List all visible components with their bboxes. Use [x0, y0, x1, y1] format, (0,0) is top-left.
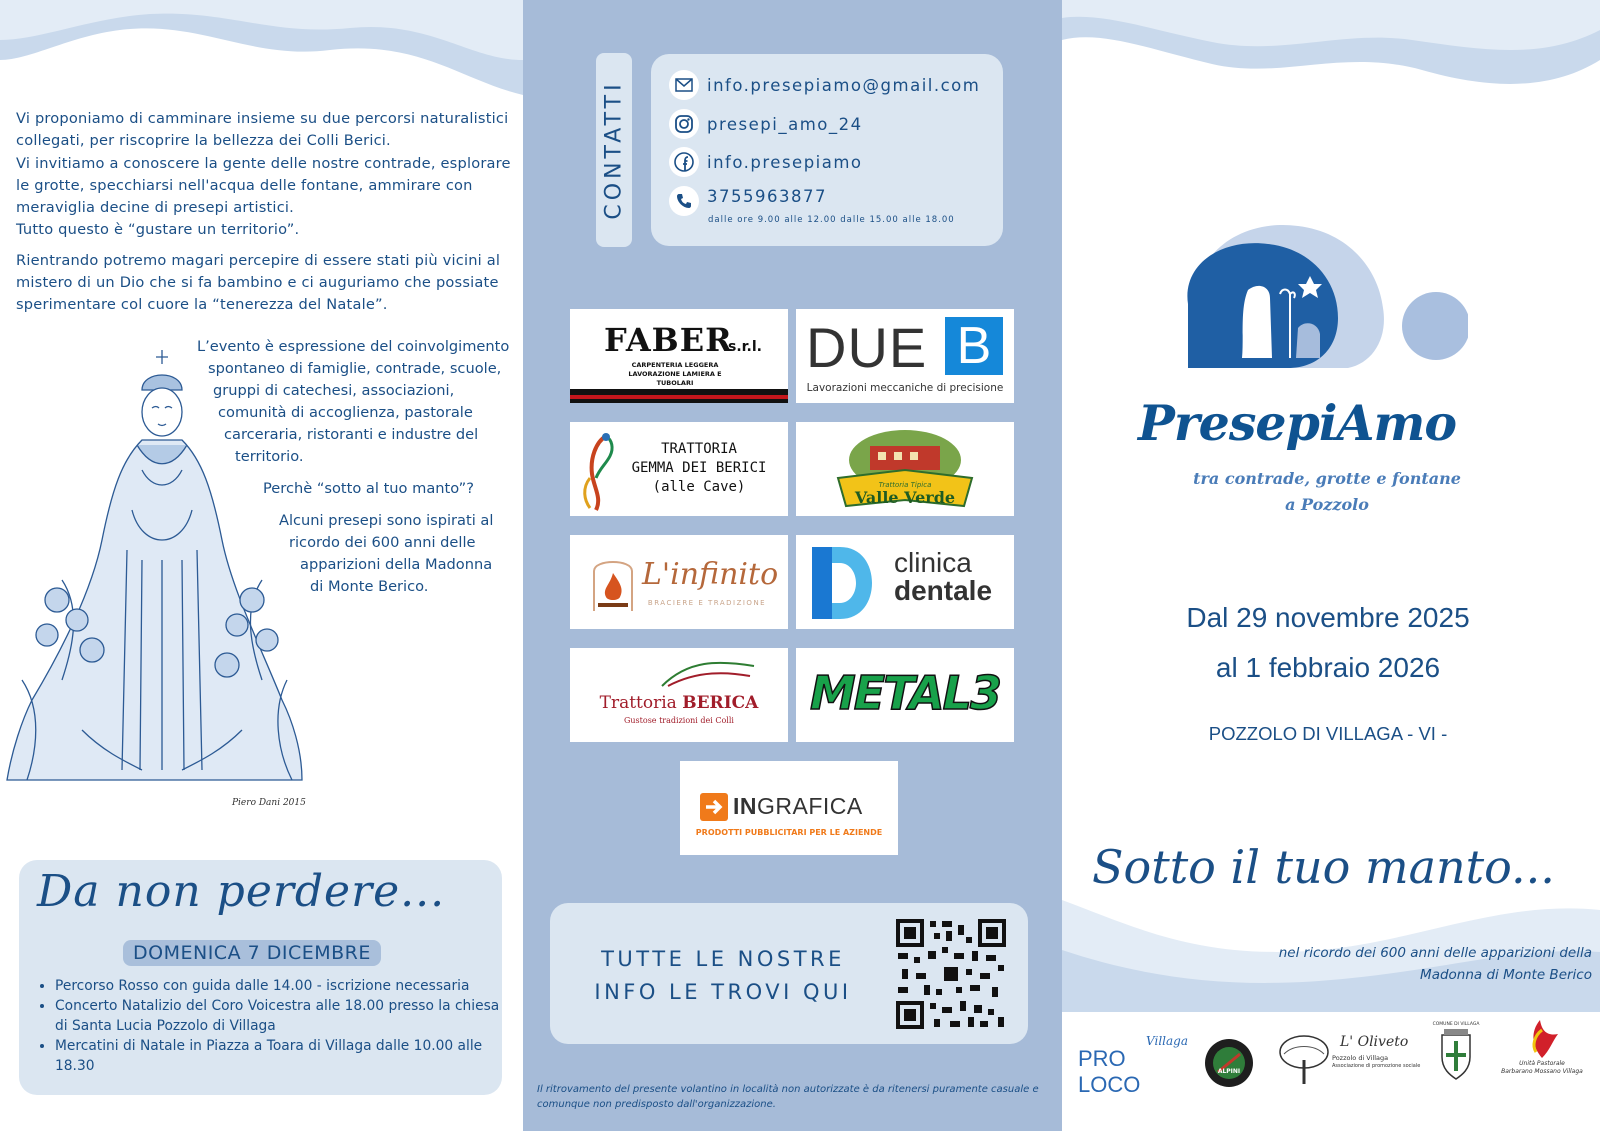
nativity-grotto-icon — [1178, 218, 1468, 378]
description-line: Perchè “sotto al tuo manto”? — [263, 480, 474, 497]
left-panel — [0, 0, 523, 1131]
dueb-subtitle: Lavorazioni meccaniche di precisione — [806, 382, 1004, 394]
sponsor-berica-logo — [570, 648, 788, 742]
clinica-text: clinica dentale — [894, 547, 993, 606]
instagram-icon — [669, 109, 699, 139]
unita-pastorale-logo: Unità Pastorale Barbarano Mossano Villaga — [1492, 1016, 1592, 1086]
list-item: • Percorso Rosso con guida dalle 14.00 - iscrizione necessaria — [55, 976, 505, 996]
artist-signature: Piero Dani 2015 — [232, 798, 306, 808]
sponsor-metal3-logo — [796, 648, 1014, 742]
facebook-text: info.presepiamo — [707, 152, 863, 172]
faber-srl: s.r.l. — [728, 339, 762, 355]
metal3-name: METAL3 — [810, 666, 1000, 720]
contact-instagram[interactable] — [669, 109, 863, 139]
arrow-icon — [700, 793, 728, 821]
description-line: L’evento è espressione del coinvolgimento — [197, 338, 510, 355]
infinito-name: L'infinito — [642, 557, 779, 592]
intro-paragraph: Vi proponiamo di camminare insieme su due percorsi naturalistici collegati, per riscoprire la bellezza dei Colli Berici. Vi invitiamo a conoscere la gente delle nostre contrade, esplorare le grotte, specchiarsi nell'acqua delle fontane, ammirare con meraviglia decine di presepi artistici. — [16, 110, 511, 217]
description-line: Alcuni presepi sono ispirati al — [279, 512, 494, 529]
description-line: di Monte Berico. — [310, 578, 429, 595]
highlight-box — [19, 860, 502, 1095]
disclaimer-text: Il ritrovamento del presente volantino in località non autorizzate è da ritenersi puramente casuale e comunque non predisposto dall'organizzazione. — [537, 1084, 1039, 1110]
infinito-subtitle: BRACIERE E TRADIZIONE — [647, 599, 767, 607]
highlight-title: Da non perdere... — [37, 866, 446, 917]
highlight-date-badge: DOMENICA 7 DICEMBRE — [123, 940, 381, 966]
sponsor-gemma-logo — [570, 422, 788, 516]
qr-info-box — [550, 903, 1028, 1044]
berica-subtitle: Gustose tradizioni dei Colli — [624, 716, 734, 725]
ingrafica-subtitle: PRODOTTI PUBBLICITARI PER LE AZIENDE — [695, 828, 883, 837]
patron-logos-strip — [1062, 1012, 1600, 1131]
qr-caption: TUTTE LE NOSTRE INFO LE TROVI QUI — [594, 947, 852, 1004]
intro-paragraph: Tutto questo è “gustare un territorio”. — [16, 221, 300, 239]
proloco-logo: Villaga PRO LOCO — [1078, 1034, 1188, 1097]
ingrafica-name: INGRAFICA — [733, 793, 863, 819]
sponsor-ingrafica-logo — [680, 761, 898, 855]
email-text: info.presepiamo@gmail.com — [707, 75, 981, 95]
middle-panel — [523, 0, 1062, 1131]
comune-villaga-crest: COMUNE DI VILLAGA — [1432, 1022, 1480, 1084]
brand-title: PresepiAmo — [1138, 394, 1457, 452]
decorative-wave-top-left — [0, 0, 523, 110]
motto-title: Sotto il tuo manto... — [1092, 840, 1555, 894]
faber-red-stripe — [570, 395, 788, 399]
sponsor-faber-logo — [570, 309, 788, 403]
gemma-text: TRATTORIA GEMMA DEI BERICI (alle Cave) — [631, 441, 767, 495]
contacts-box — [651, 54, 1003, 246]
dueb-name: DUE — [806, 316, 928, 379]
list-item: • Mercatini di Natale in Piazza a Toara di Villaga dalle 10.00 alle 18.30 — [55, 1036, 505, 1076]
oliveto-logo: L' Oliveto Pozzolo di Villaga Associazione di promozione sociale — [1274, 1030, 1444, 1090]
description-line: carceraria, ristoranti e industre del — [224, 426, 479, 443]
phone-icon — [669, 186, 699, 216]
contact-email[interactable] — [669, 70, 980, 100]
phone-text: 3755963877 — [707, 186, 827, 206]
event-dates: Dal 29 novembre 2025 al 1 febbraio 2026 — [1186, 602, 1470, 683]
description-line: apparizioni della Madonna — [300, 556, 493, 573]
madonna-illustration — [2, 350, 312, 800]
valle-verde-name: Valle Verde — [854, 488, 956, 507]
berica-name: Trattoria BERICA — [599, 693, 759, 713]
contacts-label: CONTATTI — [601, 80, 627, 220]
intro-paragraph: Rientrando potremo magari percepire di essere stati più vicini al mistero di un Dio che si fa bambino e ci auguriamo che possiate sperimentare col cuore la “tenerezza del Natale”. — [16, 251, 501, 314]
instagram-text: presepi_amo_24 — [707, 114, 863, 134]
description-line: spontaneo di famiglie, contrade, scuole, — [208, 360, 502, 377]
alpini-logo: ALPINI — [1204, 1038, 1254, 1088]
description-line: gruppi di catechesi, associazioni, — [213, 382, 455, 399]
valle-verde-small: Trattoria Tipica — [878, 481, 932, 489]
contacts-tab — [596, 53, 632, 247]
right-panel — [1062, 0, 1600, 1131]
qr-code[interactable] — [894, 917, 1008, 1031]
faber-name: FABER — [604, 321, 733, 359]
highlight-list — [35, 976, 505, 1076]
faber-description: CARPENTERIA LEGGERA LAVORAZIONE LAMIERA E TUBOLARI — [628, 361, 722, 387]
gemma-bird-icon — [576, 428, 620, 512]
list-item: • Concerto Natalizio del Coro Voicestra alle 18.00 presso la chiesa di Santa Lucia Pozzolo di Villaga — [55, 996, 505, 1036]
description-line: comunità di accoglienza, pastorale — [218, 404, 473, 421]
facebook-icon — [669, 147, 699, 177]
dueb-letter: B — [945, 317, 1003, 375]
description-line: territorio. — [235, 448, 304, 465]
brand-tagline: tra contrade, grotte e fontane a Pozzolo — [1193, 469, 1461, 514]
motto-subtitle: nel ricordo dei 600 anni delle apparizioni della Madonna di Monte Berico — [1278, 945, 1592, 983]
sponsor-valle-verde-logo — [796, 422, 1014, 516]
description-line: ricordo dei 600 anni delle — [289, 534, 476, 551]
decorative-wave-top-right — [1062, 0, 1600, 100]
clinica-d-icon — [810, 545, 874, 621]
flame-icon — [590, 551, 636, 613]
envelope-icon — [669, 70, 699, 100]
contact-facebook[interactable] — [669, 147, 863, 177]
olive-tree-icon — [1274, 1030, 1334, 1086]
sponsor-dueb-logo — [796, 309, 1014, 403]
event-location: POZZOLO DI VILLAGA - VI - — [1208, 723, 1448, 744]
intro-text — [16, 108, 516, 325]
sponsor-infinito-logo — [570, 535, 788, 629]
berica-hills-icon — [658, 656, 758, 692]
sponsor-clinica-dentale-logo — [796, 535, 1014, 629]
phone-hours: dalle ore 9.00 alle 12.00 dalle 15.00 alle 18.00 — [708, 215, 955, 225]
contact-phone[interactable] — [669, 186, 827, 216]
